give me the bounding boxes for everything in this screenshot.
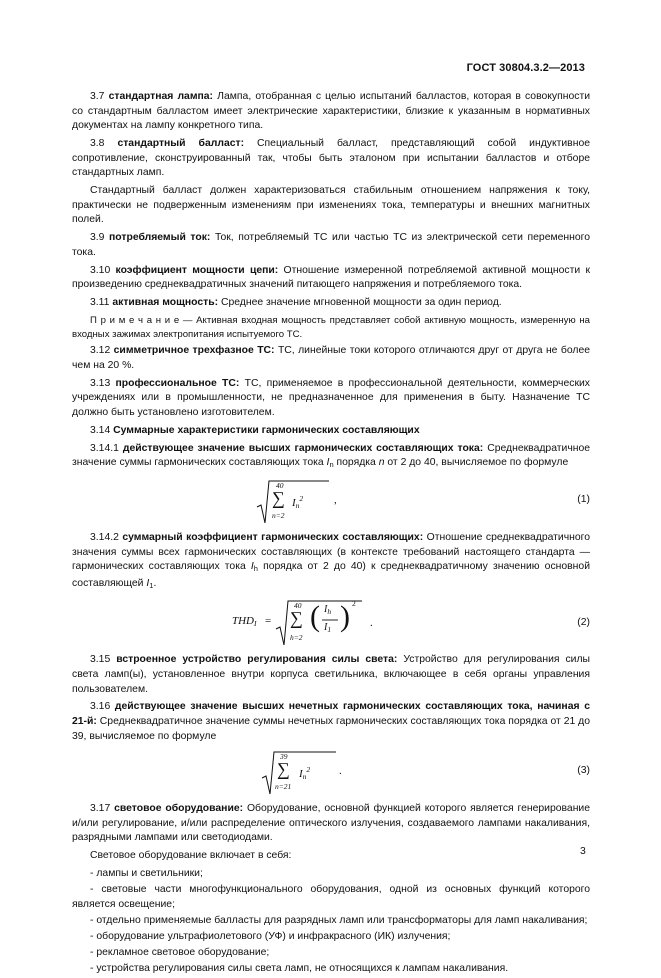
- term: стандартный балласт:: [117, 138, 245, 150]
- formula-1: 40 ∑ n=2 $I_n^2$ , (1): [72, 477, 590, 525]
- sum-upper-limit: 40: [276, 481, 284, 491]
- section-3-13: 3.13 профессиональное ТС: ТС, применяемое в профессиональной деятельности, коммерческих учреждениях или в промышленности, не предназначенное для применения в быту. Назначение ТС должно быть установлено изготовителем.: [72, 377, 590, 419]
- right-paren: ): [340, 600, 350, 634]
- section-3-11: 3.11 активная мощность: Среднее значение мгновенной мощности за один период.: [90, 297, 502, 309]
- formula-number: (3): [577, 765, 590, 777]
- section-3-17: 3.17 световое оборудование: Оборудование, основной функцией которого является генерирование и/или регулирование, и/или распределение оптического излучения, создаваемого лампами накаливания, разрядными лампами или светодиодами.: [72, 803, 591, 844]
- formula-term: $I_n^2$: [299, 765, 311, 782]
- term: действующее значение высших гармонических составляющих тока:: [122, 442, 484, 454]
- term: световое оборудование:: [114, 803, 244, 815]
- list-item: - оборудование ультрафиолетового (УФ) и инфракрасного (ИК) излучения;: [90, 930, 451, 942]
- term: профессиональное ТС:: [115, 377, 240, 389]
- list-item: - лампы и светильники;: [90, 868, 203, 880]
- list-item: - световые части многофункционального оборудования, одной из основных функций которого является освещение;: [72, 884, 590, 910]
- note: П р и м е ч а н и е — Активная входная мощность представляет собой активную мощность, измеренную на входных зажимах электропитания испытуемого ТС.: [72, 315, 590, 340]
- formula-lhs: $THD_I$: [232, 615, 257, 629]
- sum-symbol: ∑: [277, 759, 290, 780]
- left-paren: (: [310, 600, 320, 634]
- note-label: П р и м е ч а н и е: [90, 315, 180, 327]
- term: активная мощность:: [112, 297, 219, 309]
- section-3-14-1: 3.14.1 действующее значение высших гармонических составляющих тока: Среднеквадратичное значение суммы гармонических составляющих тока $I_n$ порядка n от 2 до 40, вычисляемое по формуле: [72, 442, 591, 470]
- section-3-14-2: 3.14.2 суммарный коэффициент гармонических составляющих: Отношение среднеквадратичного значения суммы всех гармонических составляющих (в контексте требований настоящего стандарта — гармонических составляющих тока $I_h$ порядка от 2 до 40) к среднеквадратичному значению основной составляющей $I_1$.: [72, 532, 591, 590]
- document-body: [72, 90, 590, 978]
- fraction-denominator: $I_1$: [324, 622, 332, 635]
- sum-lower-limit: h=2: [290, 633, 303, 643]
- term: симметричное трехфазное ТС:: [113, 345, 275, 357]
- sum-lower-limit: n=2: [272, 511, 285, 521]
- term: действующее значение высших нечетных гармонических составляющих тока, начиная с 21-й:: [72, 701, 590, 728]
- sum-symbol: ∑: [272, 488, 285, 509]
- formula-2: $THD_I$ = 40 ∑ h=2 ( $I_h$ $I_1$ ) 2 . (2): [72, 597, 590, 647]
- term: встроенное устройство регулирования силы света:: [116, 654, 398, 666]
- section-3-8-paragraph: Стандартный балласт должен характеризоваться стабильным отношением напряжения к току, практически не подверженным изменениям при изменениях тока, температуры и внешних магнитных полей.: [72, 185, 590, 226]
- fraction-numerator: $I_h$: [324, 604, 332, 617]
- sum-upper-limit: 39: [280, 752, 288, 762]
- list-item: - рекламное световое оборудование;: [90, 946, 270, 958]
- list-item: - устройства регулирования силы света ламп, не относящихся к лампам накаливания.: [90, 962, 509, 974]
- sum-upper-limit: 40: [294, 601, 302, 611]
- list-item: - отдельно применяемые балласты для разрядных ламп или трансформаторы для ламп накаливания;: [90, 914, 588, 926]
- term: Суммарные характеристики гармонических составляющих: [113, 424, 420, 436]
- section-3-16: 3.16 действующее значение высших нечетных гармонических составляющих тока, начиная с 21-й: Среднеквадратичное значение суммы нечетных гармонических составляющих тока порядка от 21 до 39, вычисляемое по формуле: [72, 701, 591, 742]
- doc-code-header: ГОСТ 30804.3.2—2013: [466, 62, 585, 74]
- equipment-list: [72, 867, 590, 976]
- sum-lower-limit: n=21: [275, 782, 292, 792]
- term: стандартная лампа:: [108, 91, 214, 102]
- section-3-9: 3.9 потребляемый ток: Ток, потребляемый ТС или частью ТС из электрической сети переменного тока.: [72, 232, 590, 258]
- section-3-15: 3.15 встроенное устройство регулирования силы света: Устройство для регулирования силы света ламп(ы), установленное внутри корпуса светильника, включающее в себя органы управления пользователем.: [72, 654, 591, 695]
- section-3-14: 3.14 Суммарные характеристики гармонических составляющих: [90, 424, 420, 436]
- term: суммарный коэффициент гармонических составляющих:: [122, 532, 424, 544]
- formula-number: (2): [577, 617, 590, 629]
- formula-number: (1): [577, 494, 590, 506]
- formula-term: $I_n^2$: [292, 494, 304, 511]
- section-3-10: 3.10 коэффициент мощности цепи: Отношение измеренной потребляемой активной мощности к произведению среднеквадратичных значений питающего напряжения и потребляемого тока.: [72, 264, 591, 291]
- sum-symbol: ∑: [290, 608, 303, 629]
- section-3-7: 3.7 стандартная лампа: Лампа, отобранная с целью испытаний балластов, которая в совокупности со стандартным балластом имеет электрические характеристики, близкие к указанным в нормативных документах на лампу конкретного типа.: [72, 91, 591, 132]
- term: потребляемый ток:: [109, 232, 211, 244]
- term: коэффициент мощности цепи:: [115, 264, 279, 276]
- section-3-17-paragraph: Световое оборудование включает в себя:: [90, 850, 292, 862]
- section-3-12: 3.12 симметричное трехфазное ТС: ТС, линейные токи которого отличаются друг от друга не более чем на 20 %.: [72, 345, 590, 371]
- page-number: 3: [580, 846, 586, 857]
- formula-3: 39 ∑ n=21 $I_n^2$ . (3): [72, 748, 590, 796]
- section-3-8: 3.8 стандартный балласт: Специальный балласт, представляющий собой индуктивное сопротивление, сконструированный так, чтобы быть эталоном при испытании балластов и отборе стандартных ламп.: [72, 138, 590, 179]
